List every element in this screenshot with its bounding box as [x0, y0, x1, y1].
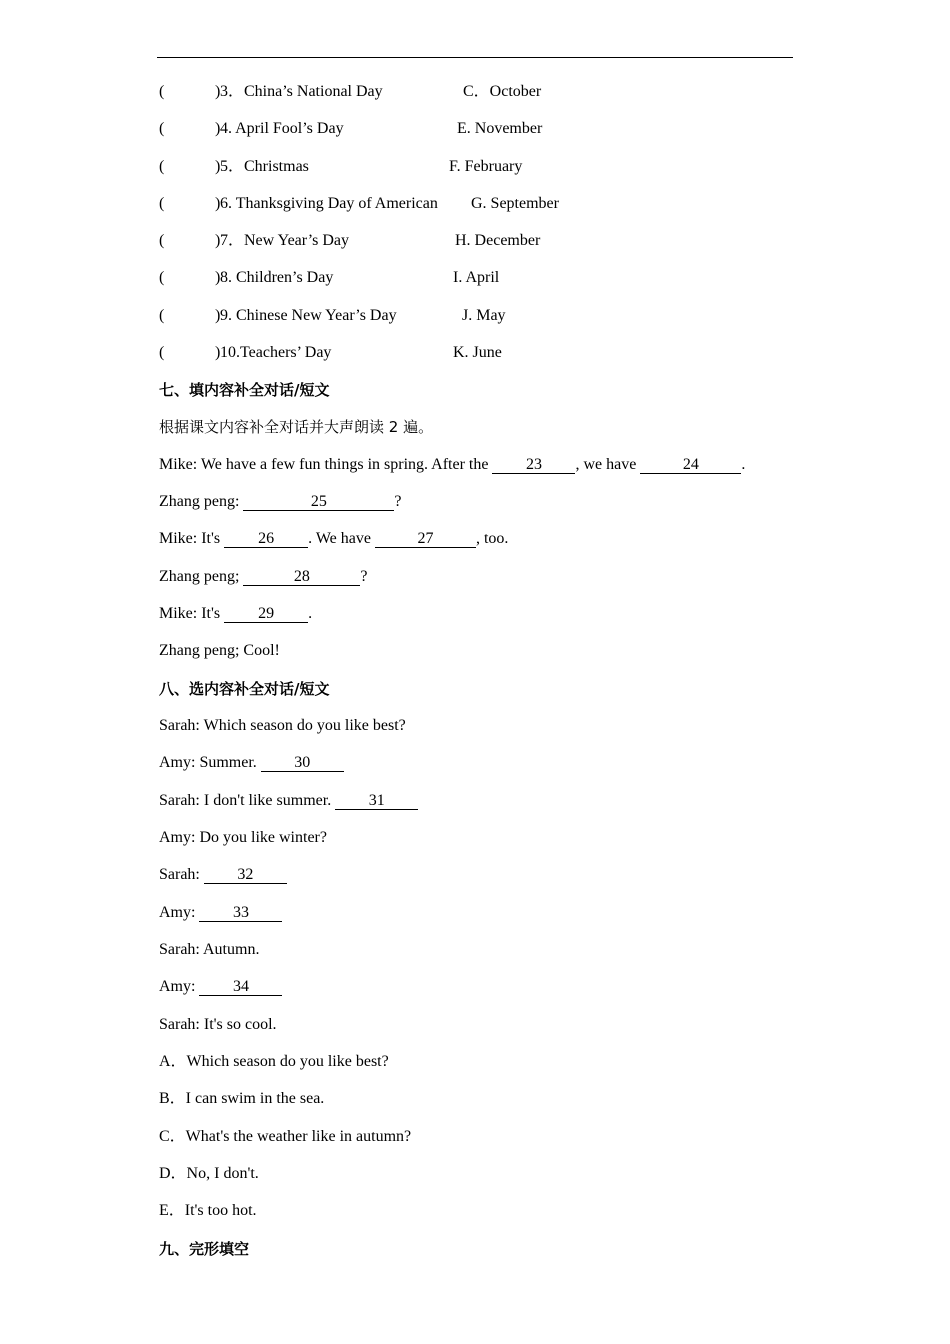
dialogue-line: Sarah: Autumn.	[159, 941, 260, 958]
blank-34: 34	[199, 978, 282, 996]
dialogue-line	[159, 977, 282, 997]
dialogue-text: ?	[360, 568, 368, 585]
matching-option: G. September	[471, 195, 559, 212]
dialogue-text: Sarah: I don't like summer.	[159, 792, 336, 809]
answer-paren-open: (	[159, 269, 165, 286]
dialogue-text: Zhang peng;	[159, 568, 244, 585]
option-b: B．I can swim in the sea.	[159, 1090, 325, 1107]
dialogue-line	[159, 791, 418, 811]
answer-paren-close: )	[215, 158, 221, 175]
blank-25: 25	[243, 493, 394, 511]
blank-26: 26	[224, 530, 308, 548]
option-a: A．Which season do you like best?	[159, 1053, 389, 1070]
dialogue-line	[159, 567, 368, 587]
matching-item: 5．Christmas	[220, 158, 309, 175]
answer-paren-close: )	[215, 232, 221, 249]
dialogue-line	[159, 753, 344, 773]
matching-row-3	[159, 82, 799, 102]
matching-row-5	[159, 157, 799, 177]
dialogue-line	[159, 865, 287, 885]
dialogue-line: Amy: Do you like winter?	[159, 829, 327, 846]
blank-28: 28	[243, 568, 360, 586]
matching-option: H. December	[455, 232, 541, 249]
matching-row-9	[159, 306, 799, 326]
dialogue-line: Sarah: It's so cool.	[159, 1016, 277, 1033]
option-c: C．What's the weather like in autumn?	[159, 1128, 412, 1145]
matching-option: F. February	[449, 158, 523, 175]
matching-item: 9. Chinese New Year’s Day	[220, 307, 397, 324]
dialogue-line	[159, 455, 745, 475]
dialogue-text: , too.	[475, 530, 509, 547]
blank-24: 24	[640, 456, 741, 474]
answer-paren-close: )	[215, 307, 221, 324]
matching-item: 4. April Fool’s Day	[220, 120, 344, 137]
matching-item: 7．New Year’s Day	[220, 232, 350, 249]
matching-row-6	[159, 194, 799, 214]
answer-paren-close: )	[215, 83, 221, 100]
header-rule	[157, 57, 793, 58]
dialogue-text: Amy: Summer.	[159, 754, 261, 771]
section-heading-9: 九、完形填空	[159, 1240, 250, 1258]
dialogue-text: Sarah:	[159, 866, 204, 883]
dialogue-text: , we have	[575, 456, 641, 473]
option-e: E．It's too hot.	[159, 1202, 257, 1219]
answer-paren-close: )	[215, 120, 221, 137]
dialogue-line	[159, 604, 312, 624]
answer-paren-open: (	[159, 195, 165, 212]
section-heading-7: 七、填内容补全对话/短文	[159, 381, 330, 399]
answer-paren-open: (	[159, 232, 165, 249]
blank-32: 32	[204, 866, 287, 884]
option-d: D．No, I don't.	[159, 1165, 259, 1182]
dialogue-line: Zhang peng; Cool!	[159, 642, 280, 659]
dialogue-text: Mike: It's	[159, 530, 225, 547]
answer-paren-open: (	[159, 83, 165, 100]
dialogue-text: .	[741, 456, 746, 473]
section-heading-8: 八、选内容补全对话/短文	[159, 680, 330, 698]
dialogue-line	[159, 492, 402, 512]
matching-item: 10.Teachers’ Day	[220, 344, 332, 361]
matching-option: I. April	[453, 269, 500, 286]
matching-item: 6. Thanksgiving Day of American	[220, 195, 438, 212]
blank-23: 23	[492, 456, 575, 474]
answer-paren-close: )	[215, 344, 221, 361]
matching-item: 8. Children’s Day	[220, 269, 334, 286]
matching-row-8	[159, 268, 799, 288]
dialogue-text: Mike: It's	[159, 605, 225, 622]
dialogue-text: Zhang peng:	[159, 493, 244, 510]
matching-row-10	[159, 343, 799, 363]
dialogue-text: Amy:	[159, 904, 200, 921]
answer-paren-open: (	[159, 307, 165, 324]
matching-option: E. November	[457, 120, 543, 137]
blank-27: 27	[375, 530, 476, 548]
section-instruction: 根据课文内容补全对话并大声朗读 2 遍。	[159, 418, 434, 436]
blank-29: 29	[224, 605, 308, 623]
dialogue-text: Mike: We have a few fun things in spring. After the	[159, 456, 493, 473]
matching-option: J. May	[462, 307, 506, 324]
dialogue-text: . We have	[308, 530, 375, 547]
matching-option: K. June	[453, 344, 502, 361]
answer-paren-open: (	[159, 120, 165, 137]
blank-30: 30	[261, 754, 344, 772]
answer-paren-close: )	[215, 269, 221, 286]
matching-option: C．October	[463, 83, 542, 100]
dialogue-text: .	[308, 605, 313, 622]
answer-paren-close: )	[215, 195, 221, 212]
answer-paren-open: (	[159, 158, 165, 175]
dialogue-line	[159, 903, 282, 923]
dialogue-line: Sarah: Which season do you like best?	[159, 717, 406, 734]
dialogue-text: Amy:	[159, 978, 200, 995]
answer-paren-open: (	[159, 344, 165, 361]
blank-33: 33	[199, 904, 282, 922]
dialogue-text: ?	[394, 493, 402, 510]
blank-31: 31	[335, 792, 418, 810]
matching-row-7	[159, 231, 799, 251]
matching-item: 3．China’s National Day	[220, 83, 383, 100]
dialogue-line	[159, 529, 508, 549]
matching-row-4	[159, 119, 799, 139]
